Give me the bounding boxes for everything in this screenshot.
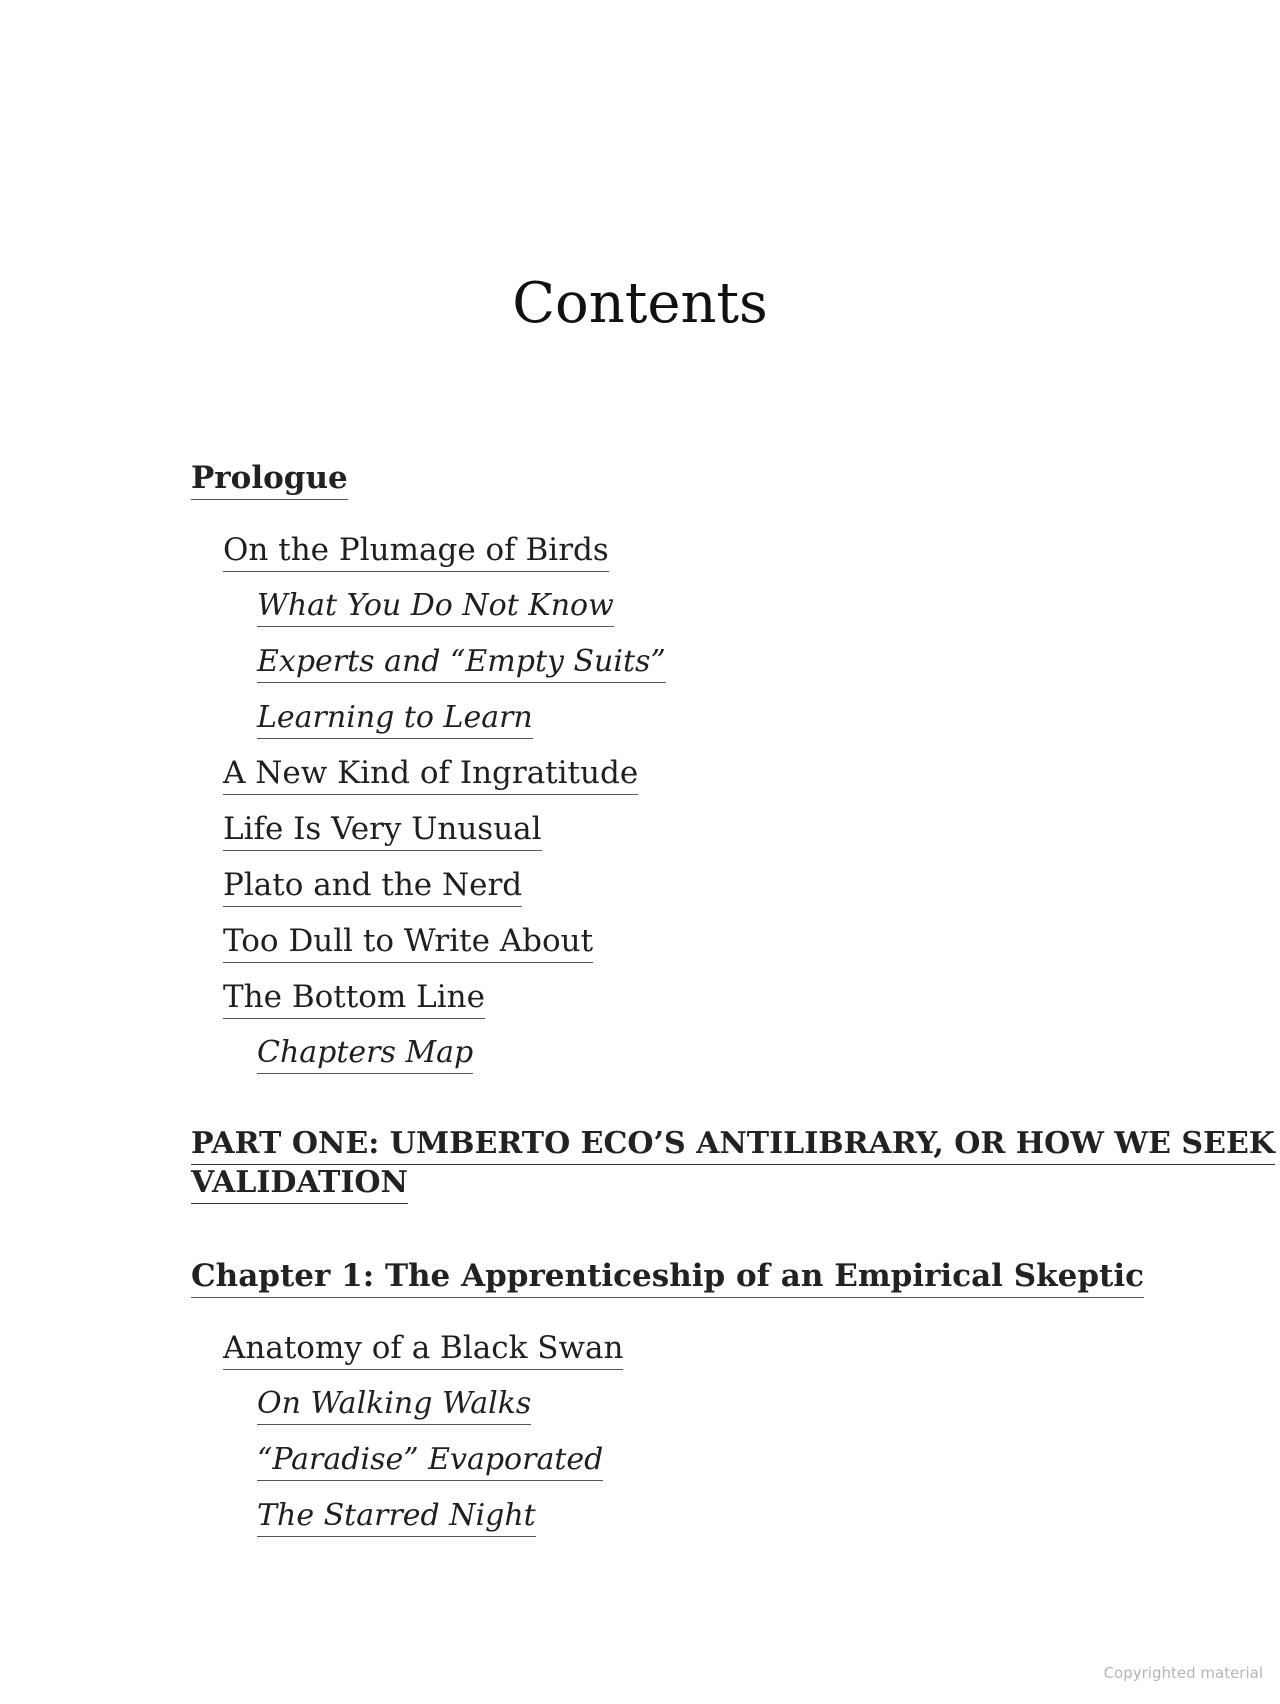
toc-entry-paradise-evaporated[interactable]: “Paradise” Evaporated bbox=[257, 1442, 603, 1481]
toc-entry-starred-night[interactable]: The Starred Night bbox=[257, 1498, 536, 1537]
toc-entry-part-one[interactable] bbox=[191, 1126, 1275, 1204]
toc-entry-what-you-do-not-know[interactable]: What You Do Not Know bbox=[257, 588, 614, 627]
copyright-notice: Copyrighted material bbox=[1103, 1664, 1263, 1682]
toc-entry-bottom-line[interactable]: The Bottom Line bbox=[223, 979, 485, 1019]
toc-entry-plato-and-the-nerd[interactable]: Plato and the Nerd bbox=[223, 867, 522, 907]
part-one-title-line-2: VALIDATION bbox=[191, 1165, 408, 1204]
toc-entry-new-kind-of-ingratitude[interactable]: A New Kind of Ingratitude bbox=[223, 755, 638, 795]
toc-entry-learning-to-learn[interactable]: Learning to Learn bbox=[257, 700, 533, 739]
toc-entry-on-walking-walks[interactable]: On Walking Walks bbox=[257, 1386, 531, 1425]
toc-entry-anatomy-of-black-swan[interactable]: Anatomy of a Black Swan bbox=[223, 1330, 623, 1370]
page-title: Contents bbox=[512, 271, 768, 336]
toc-entry-life-is-very-unusual[interactable]: Life Is Very Unusual bbox=[223, 811, 542, 851]
toc-entry-prologue[interactable]: Prologue bbox=[191, 460, 348, 500]
part-one-title-line-1: PART ONE: UMBERTO ECO’S ANTILIBRARY, OR HOW WE SEEK bbox=[191, 1126, 1275, 1165]
toc-entry-plumage-of-birds[interactable]: On the Plumage of Birds bbox=[223, 532, 609, 572]
toc-entry-chapter-1[interactable]: Chapter 1: The Apprenticeship of an Empirical Skeptic bbox=[191, 1258, 1144, 1298]
toc-entry-too-dull-to-write-about[interactable]: Too Dull to Write About bbox=[223, 923, 593, 963]
toc-entry-experts-empty-suits[interactable]: Experts and “Empty Suits” bbox=[257, 644, 666, 683]
toc-entry-chapters-map[interactable]: Chapters Map bbox=[257, 1035, 473, 1074]
